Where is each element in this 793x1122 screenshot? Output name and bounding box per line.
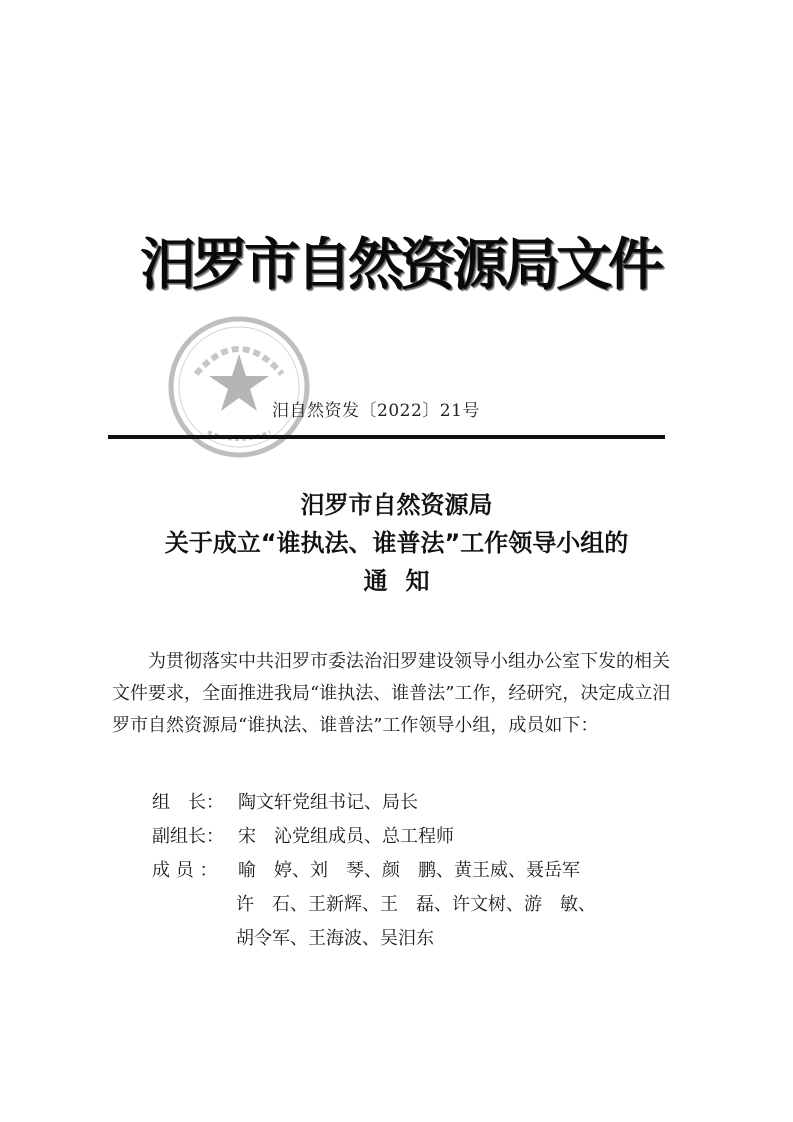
members-line-3: 胡令军、王海波、吴汨东 [236, 928, 434, 949]
members-line-2: 许 石、王新辉、王 磊、许文树、游 敏、 [236, 894, 596, 915]
notice-body [112, 646, 672, 742]
document-number: 汨自然资发〔2022〕21号 [272, 401, 480, 421]
notice-title [80, 486, 713, 600]
header-divider-rule [108, 435, 665, 439]
deputy-name: 宋 沁党组成员、总工程师 [238, 826, 454, 847]
leader-role-label: 组 长： [152, 792, 224, 813]
notice-title-line-3: 通知 [363, 567, 448, 595]
members-role-label: 成 员 ： [152, 860, 218, 881]
leader-row [152, 786, 596, 820]
notice-title-line-1: 汨罗市自然资源局 [300, 491, 493, 519]
leader-name: 陶文轩党组书记、局长 [238, 792, 418, 813]
notice-title-line-2: 关于成立“谁执法、谁普法”工作领导小组的 [164, 529, 629, 557]
document-header-title: 汨罗市自然资源局文件 [140, 233, 660, 298]
deputy-row [152, 820, 596, 854]
body-paragraph: 为贯彻落实中共汨罗市委法治汨罗建设领导小组办公室下发的相关文件要求，全面推进我局“谁执法、谁普法”工作，经研究，决定成立汨罗市自然资源局“谁执法、谁普法”工作领导小组，成员如下： [112, 651, 671, 736]
member-list [152, 786, 596, 956]
members-line-1: 喻 婷、刘 琴、颜 鹏、黄王威、聂岳军 [238, 860, 580, 881]
deputy-role-label: 副组长： [152, 826, 224, 847]
members-row [152, 854, 596, 888]
